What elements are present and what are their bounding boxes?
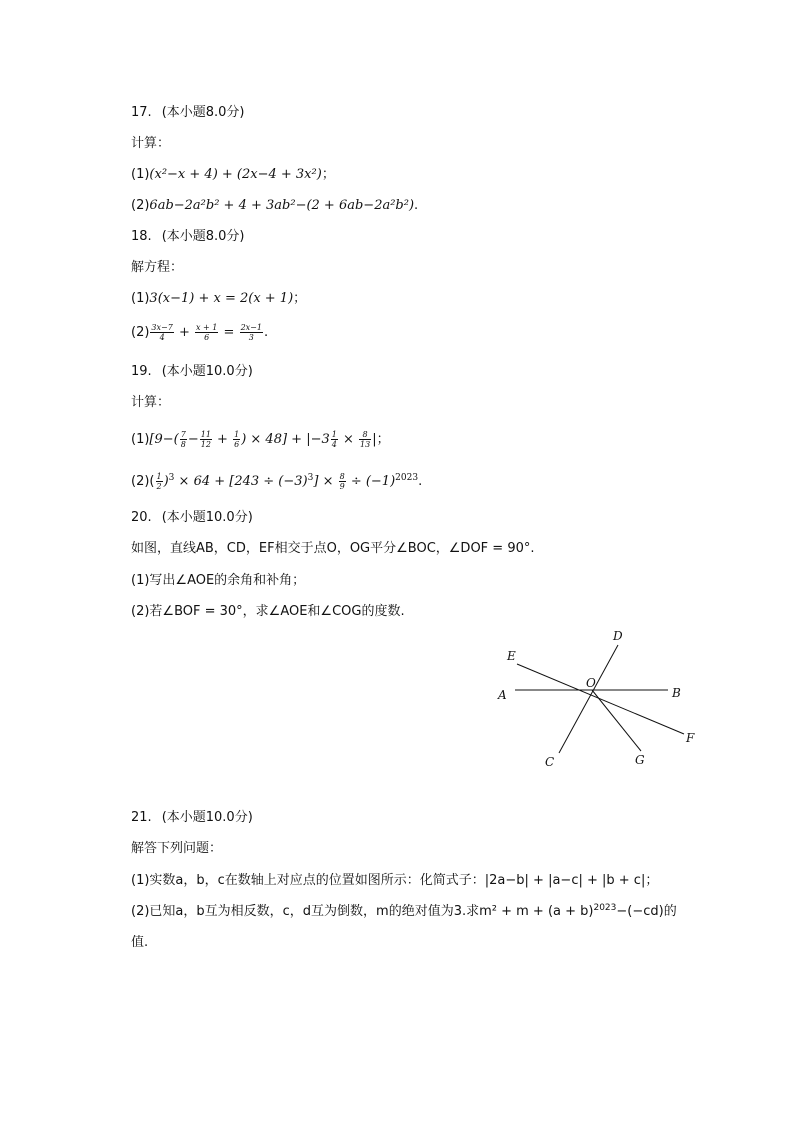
q21-part2-continued: 值. bbox=[131, 935, 149, 950]
q17-part2: (2)6ab−2a²b² + 4 + 3ab²−(2 + 6ab−2a²b²). bbox=[131, 198, 419, 213]
fraction: $\frac{7}{8}$ bbox=[180, 430, 186, 449]
label-e: E bbox=[507, 649, 516, 663]
label-a: A bbox=[498, 688, 507, 702]
q17-part2-expression: 6ab−2a²b² + 4 + 3ab²−(2 + 6ab−2a²b²) bbox=[149, 198, 415, 213]
q18-part2: (2) $\frac{3x-7}{4}$ + $\frac{x + 1}{6}$ = $\frac{2x-1}{3}$ . bbox=[131, 323, 269, 342]
q17-part1: (1)(x²−x + 4) + (2x−4 + 3x²)； bbox=[131, 167, 335, 182]
fraction: $\frac{1}{6}$ bbox=[234, 430, 240, 449]
fraction: $\frac{2x-1}{3}$ bbox=[240, 323, 262, 342]
fraction: $\frac{1}{2}$ bbox=[156, 472, 162, 491]
q18-number: 18. bbox=[131, 229, 152, 244]
q18-part1: (1)3(x−1) + x = 2(x + 1)； bbox=[131, 291, 307, 306]
label-g: G bbox=[635, 753, 645, 767]
q20-points: (本小题10.0分) bbox=[161, 510, 253, 525]
q19-part1: (1)[9−( $\frac{7}{8}$ − $\frac{11}{12}$ + $\frac{1}{6}$ ) × 48] + |−3 $\frac{1}{4}$ × $\frac{8}{13}$ |； bbox=[131, 430, 390, 449]
label-b: B bbox=[672, 686, 681, 700]
q20-statement: 如图，直线AB，CD，EF相交于点O，OG平分∠BOC，∠DOF = 90°. bbox=[131, 541, 535, 556]
q19-part2: (2)( $\frac{1}{2}$ )$^3 \times 64 + [243 \div (-3)^3]$ × $\frac{8}{9}$ ÷ $(-1)^{2023}$. bbox=[131, 472, 423, 491]
label-c: C bbox=[545, 755, 555, 769]
q17-number: 17. bbox=[131, 105, 152, 120]
q18-instruction: 解方程： bbox=[131, 260, 184, 275]
q18-part1-expression: 3(x−1) + x = 2(x + 1) bbox=[149, 291, 294, 306]
q17-part1-expression: (x²−x + 4) + (2x−4 + 3x²) bbox=[149, 167, 322, 182]
fraction: $\frac{11}{12}$ bbox=[200, 430, 211, 449]
label-f: F bbox=[686, 731, 695, 745]
fraction: $\frac{3x-7}{4}$ bbox=[151, 323, 173, 342]
q19-points: (本小题10.0分) bbox=[161, 364, 253, 379]
q20-part2: (2)若∠BOF = 30°，求∠AOE和∠COG的度数. bbox=[131, 604, 405, 619]
q21-part1: (1)实数a，b，c在数轴上对应点的位置如图所示：化简式子：|2a−b| + |a−c| + |b + c|； bbox=[131, 873, 659, 888]
q17-points: (本小题8.0分) bbox=[161, 105, 245, 120]
fraction: $\frac{8}{9}$ bbox=[339, 472, 345, 491]
q21-points: (本小题10.0分) bbox=[161, 810, 253, 825]
q21-instruction: 解答下列问题： bbox=[131, 841, 223, 856]
q21-part2: (2)已知a，b互为相反数，c，d互为倒数，m的绝对值为3.求$m^2 + m + (a + b)^{2023}-(-cd)$的 bbox=[131, 903, 677, 919]
line-ef bbox=[517, 664, 684, 734]
fraction: $\frac{1}{4}$ bbox=[331, 430, 337, 449]
q19-number: 19. bbox=[131, 364, 152, 379]
q21-header bbox=[131, 809, 253, 827]
q17-instruction: 计算： bbox=[131, 136, 171, 151]
q19-instruction: 计算： bbox=[131, 395, 171, 410]
q20-part1: (1)写出∠AOE的余角和补角； bbox=[131, 573, 306, 588]
label-d: D bbox=[613, 629, 623, 643]
label-o: O bbox=[586, 676, 596, 690]
fraction: $\frac{x + 1}{6}$ bbox=[196, 323, 218, 342]
line-cd bbox=[559, 645, 618, 753]
q20-number: 20. bbox=[131, 510, 152, 525]
ray-og bbox=[592, 690, 641, 751]
q21-number: 21. bbox=[131, 810, 152, 825]
fraction: $\frac{8}{13}$ bbox=[360, 430, 371, 449]
q18-points: (本小题8.0分) bbox=[161, 229, 245, 244]
